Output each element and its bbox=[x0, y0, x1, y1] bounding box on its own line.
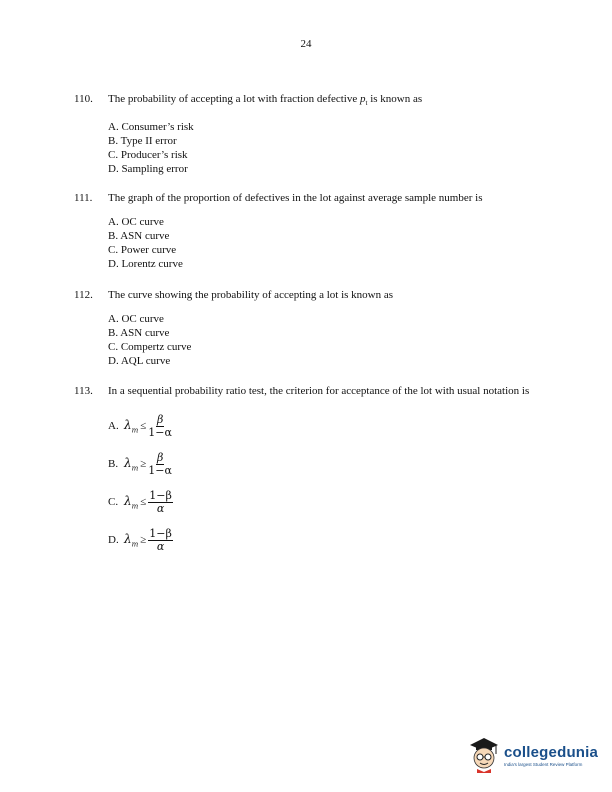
option-d: D. Sampling error bbox=[108, 163, 188, 176]
option-b: B. ASN curve bbox=[108, 230, 170, 242]
option-b: B. Type II error bbox=[108, 135, 177, 148]
fraction: $\frac{\beta}{1-\alpha}$ bbox=[148, 450, 172, 477]
lambda-symbol: $\lambda_m$ bbox=[124, 531, 139, 549]
options-list bbox=[108, 120, 544, 176]
question-111 bbox=[74, 192, 544, 271]
option-c: C. Power curve bbox=[108, 244, 177, 256]
option-c: C. Compertz curve bbox=[108, 341, 192, 353]
question-112 bbox=[74, 289, 544, 368]
lambda-symbol: $\lambda_m$ bbox=[124, 493, 139, 511]
question-text: The probability of accepting a lot with fraction defective $p_t$ is known as bbox=[108, 93, 423, 108]
option-d: D. $\lambda_m$ ≥ $\frac{1-\beta}{\alpha}$ bbox=[108, 526, 172, 553]
math-options-list bbox=[108, 412, 544, 554]
question-number: 111. bbox=[74, 192, 93, 204]
fraction: $\frac{1-\beta}{\alpha}$ bbox=[149, 488, 172, 515]
lambda-symbol: $\lambda_m$ bbox=[124, 417, 139, 435]
logo-name: collegedunia bbox=[504, 744, 599, 761]
fraction: $\frac{\beta}{1-\alpha}$ bbox=[148, 412, 172, 439]
option-a: A. OC curve bbox=[108, 313, 164, 325]
page-number: 24 bbox=[300, 38, 312, 50]
logo-tagline: India's largest Student Review Platform bbox=[504, 762, 583, 767]
option-c: C. $\lambda_m$ ≤ $\frac{1-\beta}{\alpha}$ bbox=[108, 488, 172, 515]
options-list bbox=[108, 312, 544, 368]
option-a: A. $\lambda_m$ ≤ $\frac{\beta}{1-\alpha}$ bbox=[108, 412, 172, 439]
collegedunia-logo[interactable] bbox=[468, 735, 598, 776]
question-number: 110. bbox=[74, 93, 93, 105]
option-a: A. Consumer’s risk bbox=[108, 121, 194, 134]
question-text: In a sequential probability ratio test, the criterion for acceptance of the lot with usual notation is bbox=[108, 385, 530, 397]
option-a: A. OC curve bbox=[108, 216, 164, 228]
option-b: B. $\lambda_m$ ≥ $\frac{\beta}{1-\alpha}$ bbox=[108, 450, 172, 477]
p-variable: $p_t$ bbox=[360, 93, 368, 108]
fraction: $\frac{1-\beta}{\alpha}$ bbox=[149, 526, 172, 553]
option-d: D. AQL curve bbox=[108, 355, 171, 367]
question-text: The graph of the proportion of defectives in the lot against average sample number is bbox=[108, 192, 483, 204]
question-text: The curve showing the probability of accepting a lot is known as bbox=[108, 289, 394, 301]
question-113 bbox=[74, 385, 544, 564]
mascot-icon bbox=[468, 735, 500, 776]
question-number: 112. bbox=[74, 289, 93, 301]
options-list bbox=[108, 215, 544, 271]
question-number: 113. bbox=[74, 385, 93, 397]
question-110 bbox=[74, 93, 544, 176]
option-c: C. Producer’s risk bbox=[108, 149, 188, 162]
option-b: B. ASN curve bbox=[108, 327, 170, 339]
option-d: D. Lorentz curve bbox=[108, 258, 183, 270]
lambda-symbol: $\lambda_m$ bbox=[124, 455, 139, 473]
